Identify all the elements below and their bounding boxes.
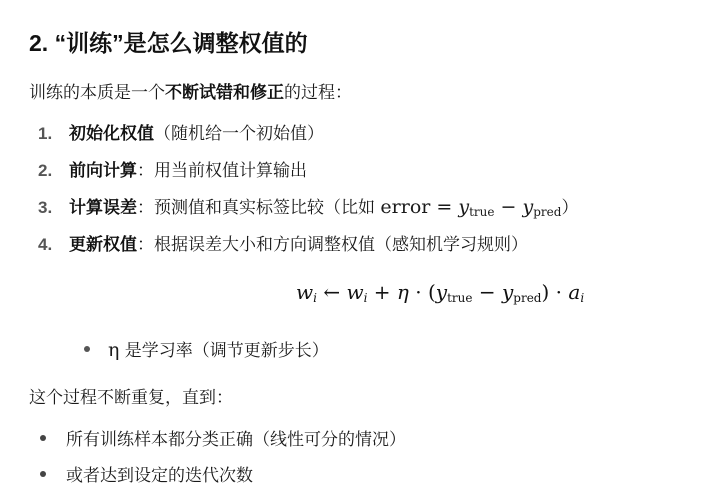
- step-desc: ：根据误差大小和方向调整权值（感知机学习规则）: [137, 235, 528, 255]
- error-equation: [380, 196, 561, 218]
- step-number: 3.: [38, 198, 53, 217]
- list-item: [40, 461, 253, 486]
- eta-note-text: 是学习率（调节更新步长）: [119, 341, 329, 361]
- dot-symbol: ·: [555, 280, 563, 304]
- eta-symbol: η: [396, 280, 409, 304]
- step-item: [38, 230, 528, 255]
- true-subscript: true: [469, 205, 495, 219]
- intro-paragraph: [29, 78, 352, 103]
- step-item: [38, 193, 578, 218]
- step-desc: ：用当前权值计算输出: [137, 161, 307, 181]
- eta-note-item: [84, 336, 329, 361]
- list-item-text: 或者达到设定的迭代次数: [66, 466, 253, 486]
- step-desc: （随机给一个初始值）: [154, 124, 324, 144]
- step-term: 初始化权值: [69, 124, 154, 144]
- step-close-paren: ）: [561, 198, 579, 218]
- step-item: [38, 119, 324, 144]
- right-paren: ): [541, 280, 550, 304]
- i-subscript: i: [580, 291, 585, 305]
- repeat-paragraph: 这个过程不断重复，直到：: [29, 388, 233, 408]
- w-symbol: w: [346, 280, 364, 304]
- minus-symbol: −: [478, 280, 496, 304]
- list-item: [40, 425, 406, 450]
- step-term: 更新权值: [69, 235, 137, 255]
- w-symbol: w: [296, 280, 314, 304]
- intro-text-before: 训练的本质是一个: [29, 83, 165, 103]
- y-symbol: y: [435, 280, 448, 304]
- step-number: 1.: [38, 124, 53, 143]
- plus-symbol: +: [373, 280, 391, 304]
- pred-subscript: pred: [533, 205, 562, 219]
- pred-subscript: pred: [513, 291, 542, 305]
- arrow-symbol: ←: [323, 280, 341, 304]
- i-subscript: i: [363, 291, 368, 305]
- y-symbol: y: [501, 280, 514, 304]
- intro-text-bold: 不断试错和修正: [165, 83, 284, 103]
- left-paren: (: [427, 280, 436, 304]
- dot-symbol: ·: [415, 280, 422, 304]
- minus-sign: −: [500, 196, 517, 218]
- equals-sign: =: [436, 196, 453, 218]
- i-subscript: i: [313, 291, 317, 305]
- step-item: [38, 156, 307, 181]
- eta-symbol: η: [108, 339, 120, 361]
- step-number: 4.: [38, 235, 53, 254]
- intro-text-after: 的过程：: [284, 83, 352, 103]
- list-item-text: 所有训练样本都分类正确（线性可分的情况）: [66, 430, 406, 450]
- error-word: error: [380, 196, 431, 218]
- true-subscript: true: [447, 291, 473, 305]
- bullet-icon: [40, 471, 46, 477]
- step-term: 前向计算: [69, 161, 137, 181]
- section-heading: 2. “训练”是怎么调整权值的: [29, 30, 308, 56]
- bullet-icon: [40, 435, 46, 441]
- bullet-icon: [84, 346, 90, 352]
- step-desc: ：预测值和真实标签比较（比如: [137, 198, 381, 218]
- a-symbol: a: [568, 280, 581, 304]
- y-pred-symbol: y: [522, 196, 534, 218]
- update-rule-formula: [296, 280, 584, 304]
- step-term: 计算误差: [69, 198, 137, 218]
- y-true-symbol: y: [458, 196, 470, 218]
- step-number: 2.: [38, 161, 53, 180]
